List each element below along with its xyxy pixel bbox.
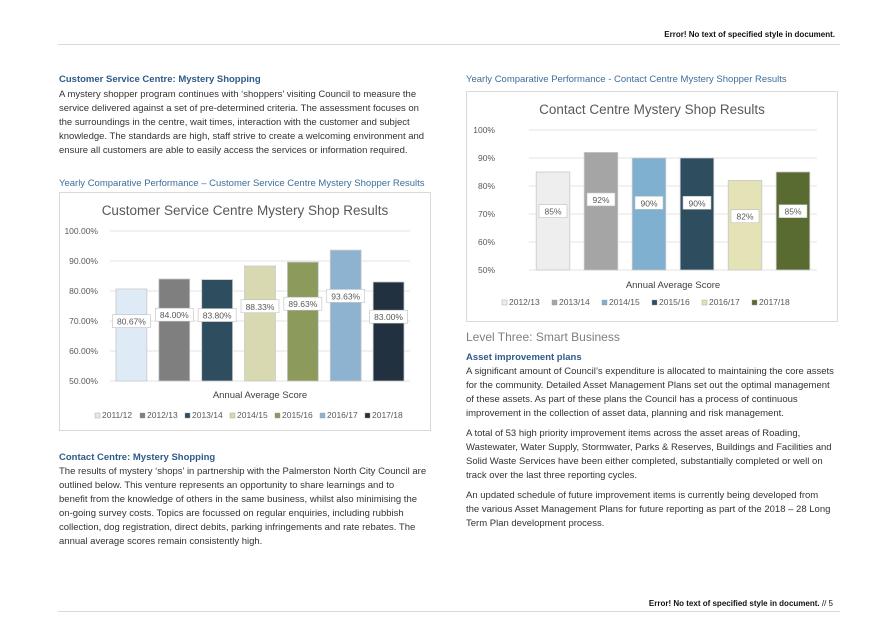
body-line: benefit from the knowledge of others in the same business, whilst also minimising the: [59, 494, 418, 505]
legend-swatch: [652, 300, 657, 305]
body-line: outlined below. This venture represents an opportunity to share learnings and to: [59, 480, 395, 491]
body-line: ensure all customers are able to easily access the services or information required.: [59, 145, 408, 156]
legend-swatch: [230, 413, 235, 418]
data-label: 83.00%: [374, 312, 403, 323]
bar: [536, 172, 570, 270]
body-line: The results of mystery ‘shops’ in partnership with the Palmerston North City Council are: [59, 466, 427, 477]
legend-swatch: [140, 413, 145, 418]
footer-rule: [58, 611, 840, 612]
y-tick-label: 50.00%: [69, 376, 98, 386]
bar: [245, 266, 276, 381]
legend-entry: 2013/14: [192, 410, 223, 420]
legend-entry: 2015/16: [659, 297, 690, 307]
asset-improvement-body: [466, 365, 846, 537]
x-axis-label: Annual Average Score: [625, 280, 721, 291]
footer-separator: //: [821, 599, 827, 608]
data-label: 92%: [592, 194, 610, 205]
legend-swatch: [365, 413, 370, 418]
contact-centre-heading: Contact Centre: Mystery Shopping: [59, 452, 216, 463]
body-line: Wastewater, Water Supply, Stormwater, Parks & Reserves, Buildings and Facilities and: [466, 442, 832, 453]
data-label: 90%: [640, 198, 658, 209]
data-label: 85%: [784, 206, 802, 217]
running-header: Error! No text of specified style in document.: [664, 30, 835, 39]
legend-entry: 2016/17: [327, 410, 358, 420]
bar: [584, 152, 618, 270]
customer-chart-caption: Yearly Comparative Performance – Customer Service Centre Mystery Shopper Results: [59, 178, 425, 189]
legend-swatch: [320, 413, 325, 418]
paragraph: [466, 365, 846, 421]
y-tick-label: 100.00%: [64, 226, 98, 236]
legend-swatch: [185, 413, 190, 418]
y-tick-label: 80.00%: [69, 286, 98, 296]
legend-entry: 2014/15: [609, 297, 640, 307]
header-rule: [58, 44, 840, 45]
y-tick-label: 100%: [473, 125, 495, 135]
body-line: the various Asset Management Plans for future reporting as part of the 2018 – 28 Long: [466, 504, 831, 515]
body-line: A mystery shopper program continues with ‘shoppers’ visiting Council to measure the: [59, 89, 417, 100]
data-label: 88.33%: [245, 301, 275, 312]
page-number: 5: [828, 599, 833, 608]
bar: [680, 158, 714, 270]
bar: [159, 279, 190, 381]
data-label: 89.63%: [288, 299, 318, 310]
paragraph: [466, 489, 846, 531]
y-tick-label: 50%: [477, 265, 495, 275]
legend-swatch: [752, 300, 757, 305]
chart-title: Customer Service Centre Mystery Shop Results: [101, 203, 389, 218]
legend-entry: 2012/13: [509, 297, 540, 307]
contact-centre-body: [59, 465, 439, 549]
body-line: collection, dog registration, direct debits, parking infringements and rate rebates. The: [59, 522, 416, 533]
data-label: 80.67%: [117, 316, 146, 327]
bar: [728, 180, 762, 270]
y-tick-label: 70%: [477, 209, 495, 219]
bar: [202, 280, 233, 381]
legend-swatch: [552, 300, 557, 305]
customer-service-chart: [59, 192, 431, 431]
legend-swatch: [602, 300, 607, 305]
footer-text: Error! No text of specified style in document.: [648, 599, 820, 608]
body-line: track over the last three reporting cycles.: [466, 470, 638, 481]
data-label: 85%: [544, 206, 562, 217]
body-line: for the community. Detailed Asset Management Plans set out the optimal management: [466, 380, 830, 391]
y-tick-label: 70.00%: [69, 316, 98, 326]
contact-centre-chart: [466, 91, 838, 322]
y-tick-label: 60.00%: [69, 346, 98, 356]
legend-swatch: [275, 413, 280, 418]
legend-entry: 2017/18: [372, 410, 403, 420]
legend-entry: 2014/15: [237, 410, 268, 420]
body-line: of these assets. As part of these plans the Council has a process of continuous: [466, 394, 798, 405]
body-line: improvement in the collection of asset data, planning and risk management.: [466, 408, 784, 419]
y-tick-label: 60%: [477, 237, 495, 247]
customer-service-body: [59, 88, 439, 158]
customer-service-heading: Customer Service Centre: Mystery Shopping: [59, 74, 261, 85]
bar: [776, 172, 810, 270]
running-footer: [649, 599, 833, 608]
legend-entry: 2015/16: [282, 410, 313, 420]
bar: [373, 282, 404, 381]
legend-entry: 2012/13: [147, 410, 178, 420]
x-axis-label: Annual Average Score: [212, 390, 308, 401]
data-label: 83.80%: [202, 310, 232, 321]
body-line: the surroundings in the centre, wait times, interaction with the customer and subject: [59, 117, 410, 128]
legend-entry: 2016/17: [709, 297, 740, 307]
asset-improvement-heading: Asset improvement plans: [466, 352, 582, 363]
customer-service-chart-svg: [60, 193, 430, 430]
body-line: on-going survey costs. Topics are focussed on regular enquiries, including rubbish: [59, 508, 404, 519]
legend-entry: 2011/12: [102, 410, 133, 420]
chart-title: Contact Centre Mystery Shop Results: [539, 102, 765, 117]
level-three-heading: Level Three: Smart Business: [466, 330, 620, 344]
data-label: 90%: [688, 198, 706, 209]
bar: [287, 262, 318, 381]
body-line: annual average scores remain consistently high.: [59, 536, 263, 547]
body-line: service delivered against a set of pre-determined criteria. The assessment focuses on: [59, 103, 419, 114]
legend-entry: 2017/18: [759, 297, 790, 307]
bar: [330, 250, 361, 381]
body-line: A significant amount of Council’s expenditure is allocated to maintaining the core assets: [466, 366, 834, 377]
data-label: 84.00%: [159, 310, 189, 321]
legend-swatch: [502, 300, 507, 305]
body-line: knowledge. The standards are high, staff strive to create a welcoming environment and: [59, 131, 425, 142]
contact-centre-chart-svg: [467, 92, 837, 321]
body-line: An updated schedule of future improvement items is currently being developed from: [466, 490, 819, 501]
legend-swatch: [702, 300, 707, 305]
data-label: 82%: [736, 211, 754, 222]
legend-entry: 2013/14: [559, 297, 590, 307]
body-line: Term Plan development process.: [466, 518, 605, 529]
y-tick-label: 90%: [477, 153, 495, 163]
y-tick-label: 80%: [477, 181, 495, 191]
bar: [632, 158, 666, 270]
bar: [116, 289, 147, 381]
y-tick-label: 90.00%: [69, 256, 98, 266]
legend-swatch: [95, 413, 100, 418]
body-line: A total of 53 high priority improvement items across the asset areas of Roading,: [466, 428, 801, 439]
body-line: Solid Waste Services have been either completed, substantially completed or well on: [466, 456, 823, 467]
data-label: 93.63%: [331, 291, 361, 302]
paragraph: [466, 427, 846, 483]
contact-chart-caption: Yearly Comparative Performance - Contact Centre Mystery Shopper Results: [466, 74, 787, 85]
